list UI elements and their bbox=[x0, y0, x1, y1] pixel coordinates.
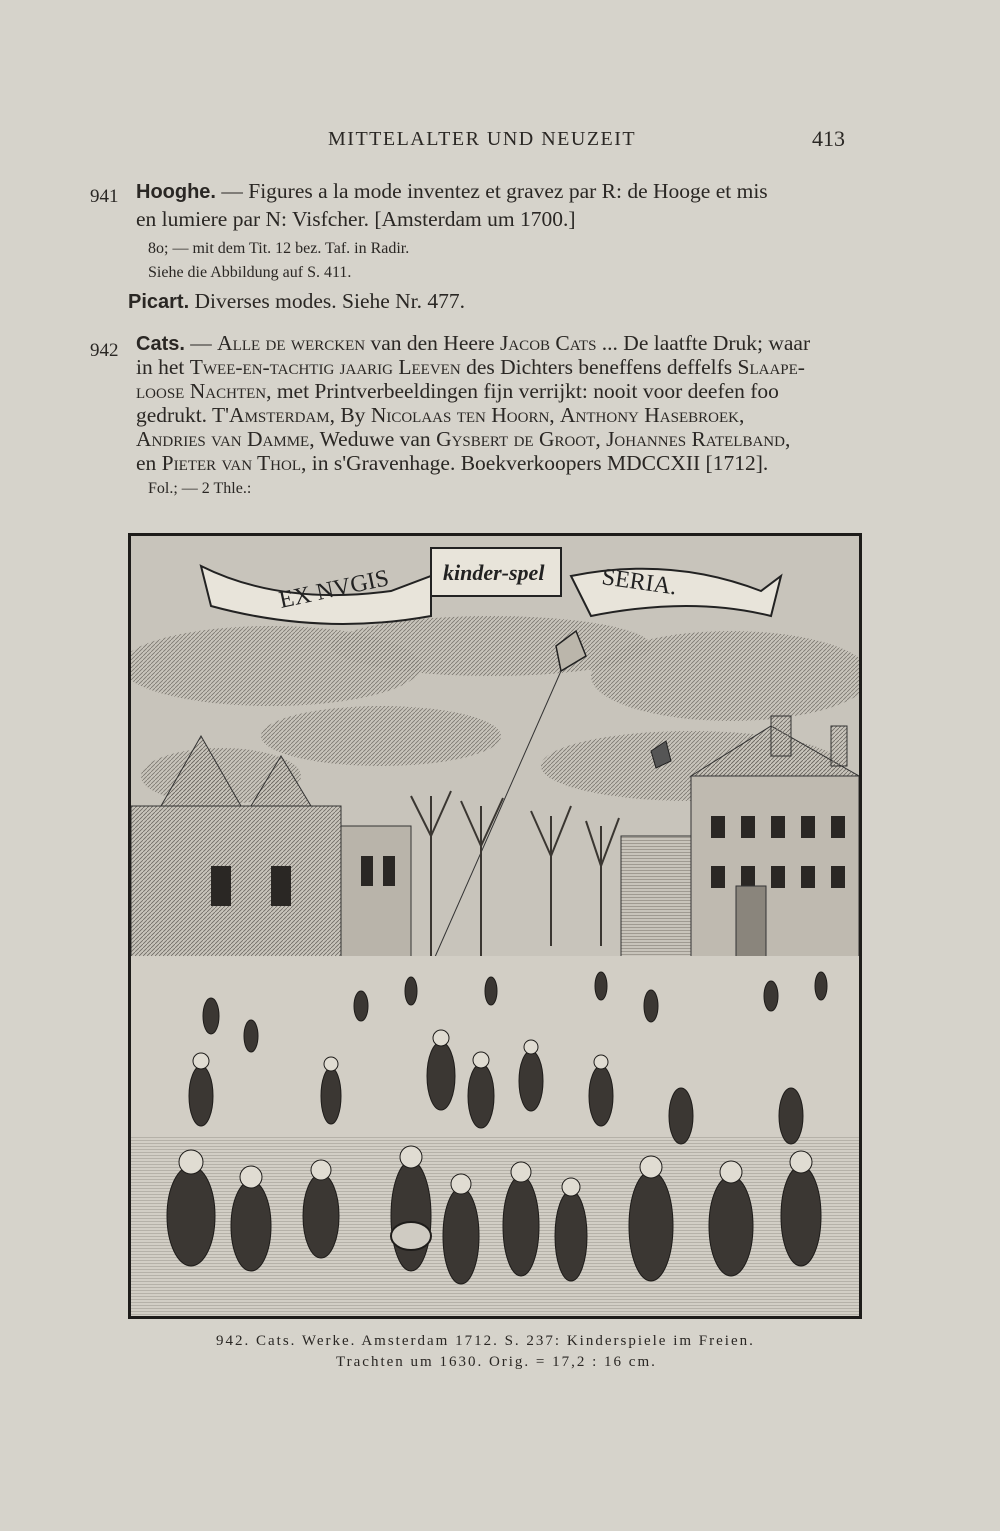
entry-942-format: Fol.; — 2 Thle.: bbox=[148, 480, 252, 497]
running-head bbox=[0, 128, 1000, 158]
entry-941-format: 8o; — mit dem Tit. 12 bez. Taf. in Radir. bbox=[148, 240, 410, 257]
page-number: 413 bbox=[812, 126, 845, 151]
entry-942-line-3: loose Nachten, met Printverbeeldingen fijn verrijkt: nooit voor deefen foo bbox=[136, 379, 779, 403]
entry-941-reference: Siehe die Abbildung auf S. 411. bbox=[148, 264, 352, 281]
entry-name: Picart. bbox=[128, 291, 190, 313]
running-head-title: MITTELALTER UND NEUZEIT bbox=[328, 128, 637, 150]
engraving-illustration bbox=[131, 536, 859, 1316]
drum bbox=[391, 1222, 431, 1250]
entry-number: 942 bbox=[90, 340, 119, 361]
banner-right-text: SERIA. bbox=[600, 564, 679, 601]
entry-942-line-1: Cats. — Alle de wercken van den Heere Jacob Cats ... De laatfte Druk; waar bbox=[136, 331, 811, 355]
entry-name: Cats. bbox=[136, 333, 185, 355]
engraving-figure bbox=[128, 533, 862, 1319]
entry-name: Hooghe. bbox=[136, 181, 216, 203]
figure-caption-line-1: 942. Cats. Werke. Amsterdam 1712. S. 237: Kinderspiele im Freien. bbox=[216, 1333, 755, 1349]
entry-942-line-6: en Pieter van Thol, in s'Gravenhage. Boekverkoopers MDCCXII [1712]. bbox=[136, 451, 769, 475]
figure-caption-line-2: Trachten um 1630. Orig. = 17,2 : 16 cm. bbox=[336, 1354, 657, 1370]
entry-942-line-5: Andries van Damme, Weduwe van Gysbert de Groot, Johannes Ratelband, bbox=[136, 427, 791, 451]
entry-942-line-4: gedrukt. T'Amsterdam, By Nicolaas ten Hoorn, Anthony Hasebroek, bbox=[136, 403, 745, 427]
entry-picart-line: Picart. Diverses modes. Siehe Nr. 477. bbox=[128, 289, 466, 313]
banner-left-text: EX NVGIS bbox=[276, 565, 392, 614]
entry-942-line-2: in het Twee-en-tachtig jaarig Leeven des Dichters beneffens deffelfs Slaape- bbox=[136, 355, 805, 379]
entry-number: 941 bbox=[90, 186, 119, 207]
banner-center-text: kinder-spel bbox=[443, 560, 545, 585]
entry-941-line-1: Hooghe. — Figures a la mode inventez et gravez par R: de Hooge et mis bbox=[136, 179, 768, 203]
entry-941-line-2: en lumiere par N: Visfcher. [Amsterdam um 1700.] bbox=[136, 207, 576, 231]
